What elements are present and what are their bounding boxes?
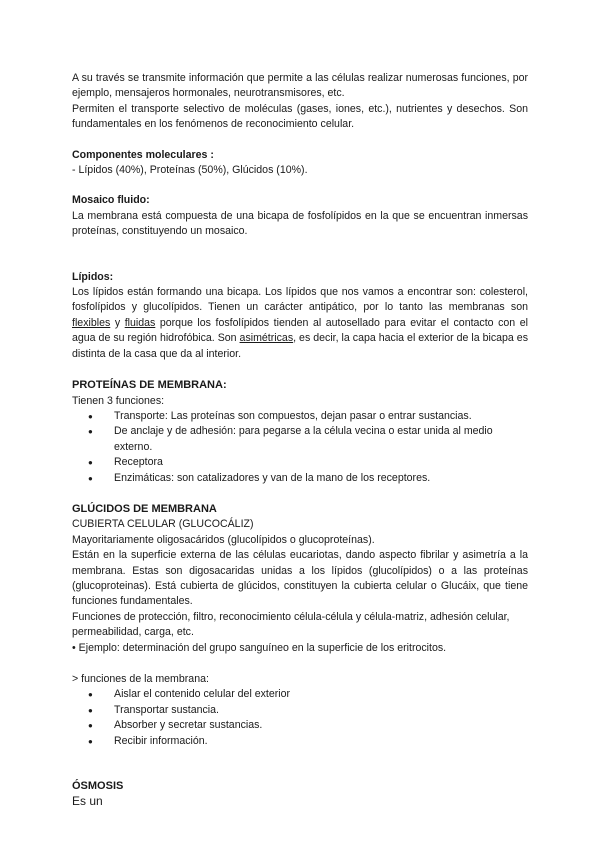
list-item: ● Recibir información. <box>84 734 528 749</box>
flexibles-link: flexibles <box>72 316 111 329</box>
list-item: ● Receptora <box>84 455 528 470</box>
lipidos-text-b: porque los fosfolípidos tienden al autosellado para evitar el contacto con el agua de su región hidrofóbica. Son <box>72 316 528 345</box>
proteinas-list <box>72 409 528 486</box>
list-item: ● Aislar el contenido celular del exterior <box>84 687 528 702</box>
fluidas-link: fluidas <box>124 316 156 329</box>
mosaico-text: La membrana está compuesta de una bicapa de fosfolípidos en la que se encuentran inmersas proteínas, constituyendo un mosaico. <box>72 209 528 238</box>
glucidos-heading: GLÚCIDOS DE MEMBRANA <box>72 502 217 515</box>
glucidos-subtitle: CUBIERTA CELULAR (GLUCOCÁLIZ) <box>72 518 254 531</box>
glucidos-line-2: Están en la superficie externa de las células eucariotas, dando aspecto fibrilar y asimetría a la membrana. Estas son digosacaridas unidas a los lípidos (glucolípidos) o a las proteínas (glucoproteinas). Está cubierta de glúcidos, constituyen la cubierta celular o Glucáix, que tiene funciones fundamentales. <box>72 549 528 608</box>
componentes-heading: Componentes moleculares : <box>72 148 214 161</box>
osmosis-heading: ÓSMOSIS <box>72 780 124 793</box>
intro-paragraph-2: Permiten el transporte selectivo de moléculas (gases, iones, etc.), nutrientes y desechos. Son fundamentales en los fenómenos de reconocimiento celular. <box>72 102 528 131</box>
componentes-text: - Lípidos (40%), Proteínas (50%), Glúcidos (10%). <box>72 164 308 177</box>
list-item: ● Absorber y secretar sustancias. <box>84 718 528 733</box>
document-body <box>72 71 528 810</box>
osmosis-text: Es un <box>72 794 103 809</box>
glucidos-line-3: Funciones de protección, filtro, reconocimiento célula-célula y célula-matriz, adhesión celular, permeabilidad, carga, etc. <box>72 610 510 639</box>
list-item: ● Enzimáticas: son catalizadores y van de la mano de los receptores. <box>84 471 528 486</box>
proteinas-intro: Tienen 3 funciones: <box>72 394 165 407</box>
mosaico-heading: Mosaico fluido: <box>72 194 150 207</box>
funciones-intro: > funciones de la membrana: <box>72 673 209 685</box>
list-item: ● Transportar sustancia. <box>84 703 528 718</box>
list-item: ● De anclaje y de adhesión: para pegarse a la célula vecina o estar unida al medio externo. <box>84 424 528 455</box>
asimetricas-link: asimétricas <box>239 332 294 345</box>
lipidos-text <box>72 285 528 362</box>
funciones-list <box>72 687 528 749</box>
glucidos-line-4: • Ejemplo: determinación del grupo sanguíneo en la superficie de los eritrocitos. <box>72 641 447 654</box>
intro-paragraph-1: A su través se transmite información que permite a las células realizar numerosas funciones, por ejemplo, mensajeros hormonales, neurotransmisores, etc. <box>72 72 528 100</box>
lipidos-heading: Lípidos: <box>72 270 114 283</box>
proteinas-heading: PROTEÍNAS DE MEMBRANA: <box>72 379 227 392</box>
lipidos-text-c: , es decir, la capa hacia el exterior de la bicapa es distinta de la casa que da al interior. <box>72 332 528 360</box>
lipidos-text-a: Los lípidos están formando una bicapa. Los lípidos que nos vamos a encontrar son: colesterol, fosfolípidos y glucolípidos. Tienen un carácter antipático, por lo tanto las membranas son <box>72 286 528 314</box>
lipidos-text-y: y <box>110 316 125 329</box>
glucidos-line-1: Mayoritariamente oligosacáridos (glucolípidos o glucoproteínas). <box>72 533 375 546</box>
list-item: ● Transporte: Las proteínas son compuestos, dejan pasar o entrar sustancias. <box>84 409 528 424</box>
